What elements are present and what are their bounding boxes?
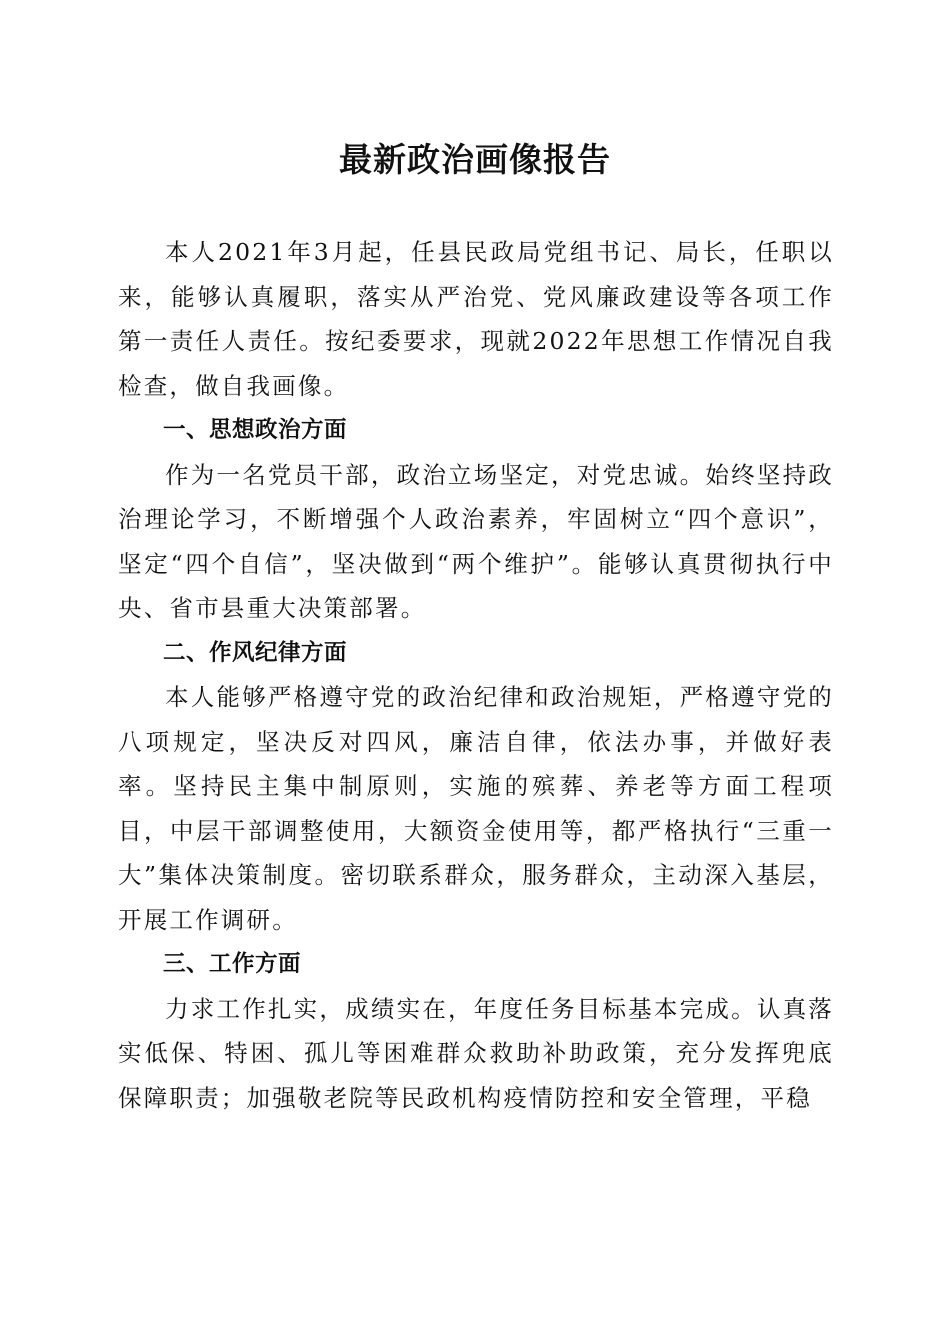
- intro-paragraph: 本人2021年3月起，任县民政局党组书记、局长，任职以来，能够认真履职，落实从严治党、党风廉政建设等各项工作第一责任人责任。按纪委要求，现就2022年思想工作情况自我检查，做自我画像。: [118, 238, 834, 400]
- document-title: 最新政治画像报告: [339, 140, 611, 179]
- section-body-work: 力求工作扎实，成绩实在，年度任务目标基本完成。认真落实低保、特困、孤儿等困难群众救助补助政策，充分发挥兜底保障职责；加强敬老院等民政机构疫情防控和安全管理，平稳: [118, 994, 834, 1112]
- document-body: [118, 230, 834, 1120]
- section-heading-discipline: 二、作风纪律方面: [163, 639, 348, 666]
- section-heading-work: 三、工作方面: [163, 951, 302, 977]
- section-body-political: 作为一名党员干部，政治立场坚定，对党忠诚。始终坚持政治理论学习，不断增强个人政治素养，牢固树立“四个意识”，坚定“四个自信”，坚决做到“两个维护”。能够认真贯彻执行中央、省市县重大决策部署。: [118, 460, 834, 622]
- section-heading-political: 一、思想政治方面: [163, 417, 348, 443]
- section-body-discipline: 本人能够严格遵守党的政治纪律和政治规矩，严格遵守党的八项规定，坚决反对四风，廉洁自律，依法办事，并做好表率。坚持民主集中制原则，实施的殡葬、养老等方面工程项目，中层干部调整使用，大额资金使用等，都严格执行“三重一大”集体决策制度。密切联系群众，服务群众，主动深入基层，开展工作调研。: [118, 683, 834, 934]
